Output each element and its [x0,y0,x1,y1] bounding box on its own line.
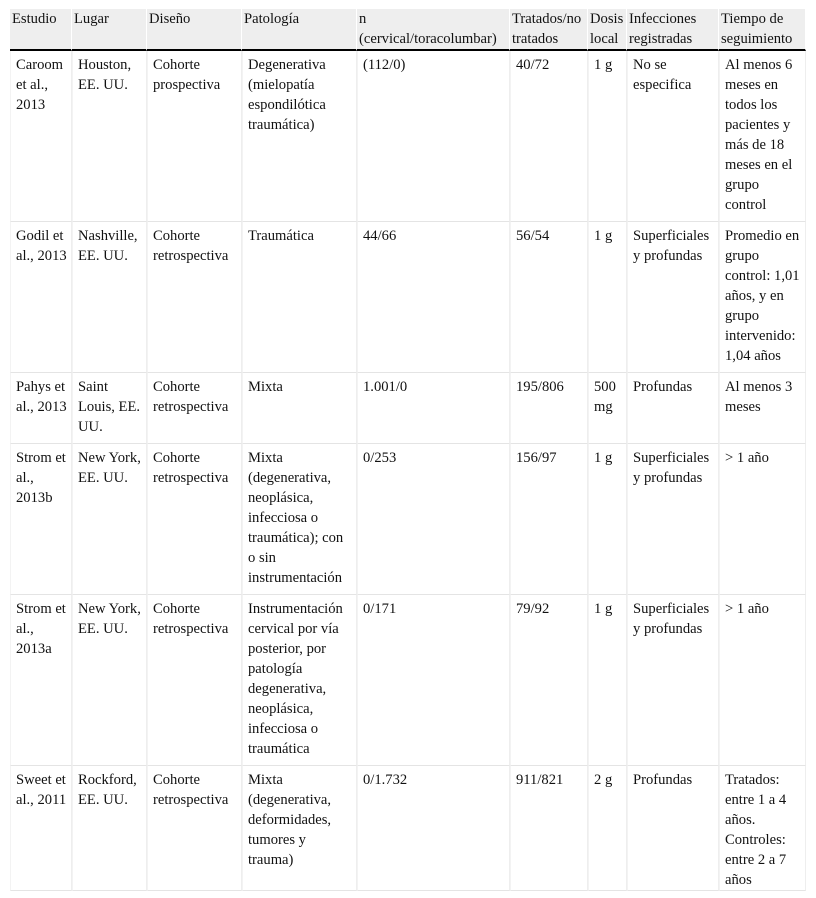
header-seguimiento: Tiempo de seguimiento [719,9,806,51]
cell-diseno: Cohorte retrospectiva [147,595,242,766]
cell-dosis: 500 mg [588,373,627,444]
cell-dosis: 1 g [588,51,627,222]
cell-n: 0/1.732 [357,766,510,891]
cell-tratados: 911/821 [510,766,588,891]
header-patologia: Patología [242,9,357,51]
cell-dosis: 1 g [588,595,627,766]
cell-seguimiento: Al menos 3 meses [719,373,806,444]
cell-infecciones: Superficiales y profundas [627,595,719,766]
cell-estudio: Caroom et al., 2013 [10,51,72,222]
studies-table [10,9,806,891]
cell-patologia: Instrumentación cervical por vía posterior, por patología degenerativa, neoplásica, infecciosa o traumática [242,595,357,766]
cell-n: (112/0) [357,51,510,222]
cell-seguimiento: Al menos 6 meses en todos los pacientes y más de 18 meses en el grupo control [719,51,806,222]
cell-n: 44/66 [357,222,510,373]
table-row [10,222,806,373]
cell-dosis: 1 g [588,444,627,595]
cell-lugar: New York, EE. UU. [72,444,147,595]
cell-patologia: Traumática [242,222,357,373]
header-row [10,9,806,51]
cell-lugar: New York, EE. UU. [72,595,147,766]
cell-tratados: 56/54 [510,222,588,373]
cell-tratados: 195/806 [510,373,588,444]
cell-infecciones: Profundas [627,373,719,444]
cell-lugar: Nashville, EE. UU. [72,222,147,373]
cell-estudio: Godil et al., 2013 [10,222,72,373]
cell-seguimiento: Promedio en grupo control: 1,01 años, y en grupo intervenido: 1,04 años [719,222,806,373]
header-n: n (cervical/toracolumbar) [357,9,510,51]
cell-infecciones: Superficiales y profundas [627,444,719,595]
cell-estudio: Sweet et al., 2011 [10,766,72,891]
cell-lugar: Houston, EE. UU. [72,51,147,222]
cell-patologia: Degenerativa (mielopatía espondilótica traumática) [242,51,357,222]
cell-diseno: Cohorte retrospectiva [147,444,242,595]
cell-estudio: Strom et al., 2013a [10,595,72,766]
cell-dosis: 1 g [588,222,627,373]
cell-diseno: Cohorte retrospectiva [147,222,242,373]
cell-patologia: Mixta [242,373,357,444]
header-lugar: Lugar [72,9,147,51]
cell-tratados: 156/97 [510,444,588,595]
table-row [10,766,806,891]
cell-seguimiento: Tratados: entre 1 a 4 años. Controles: entre 2 a 7 años [719,766,806,891]
cell-patologia: Mixta (degenerativa, neoplásica, infecciosa o traumática); con o sin instrumentación [242,444,357,595]
cell-n: 0/171 [357,595,510,766]
header-tratados: Tratados/no tratados [510,9,588,51]
cell-diseno: Cohorte retrospectiva [147,373,242,444]
cell-patologia: Mixta (degenerativa, deformidades, tumores y trauma) [242,766,357,891]
cell-dosis: 2 g [588,766,627,891]
header-infecciones: Infecciones registradas [627,9,719,51]
cell-estudio: Pahys et al., 2013 [10,373,72,444]
cell-infecciones: Superficiales y profundas [627,222,719,373]
header-dosis: Dosis local [588,9,627,51]
cell-tratados: 40/72 [510,51,588,222]
cell-tratados: 79/92 [510,595,588,766]
table-row [10,444,806,595]
cell-lugar: Saint Louis, EE. UU. [72,373,147,444]
cell-diseno: Cohorte prospectiva [147,51,242,222]
cell-diseno: Cohorte retrospectiva [147,766,242,891]
table-row [10,51,806,222]
cell-n: 1.001/0 [357,373,510,444]
header-estudio: Estudio [10,9,72,51]
cell-infecciones: Profundas [627,766,719,891]
cell-seguimiento: > 1 año [719,595,806,766]
table-row [10,595,806,766]
header-diseno: Diseño [147,9,242,51]
cell-infecciones: No se especifica [627,51,719,222]
cell-lugar: Rockford, EE. UU. [72,766,147,891]
cell-estudio: Strom et al., 2013b [10,444,72,595]
cell-seguimiento: > 1 año [719,444,806,595]
table-row [10,373,806,444]
cell-n: 0/253 [357,444,510,595]
